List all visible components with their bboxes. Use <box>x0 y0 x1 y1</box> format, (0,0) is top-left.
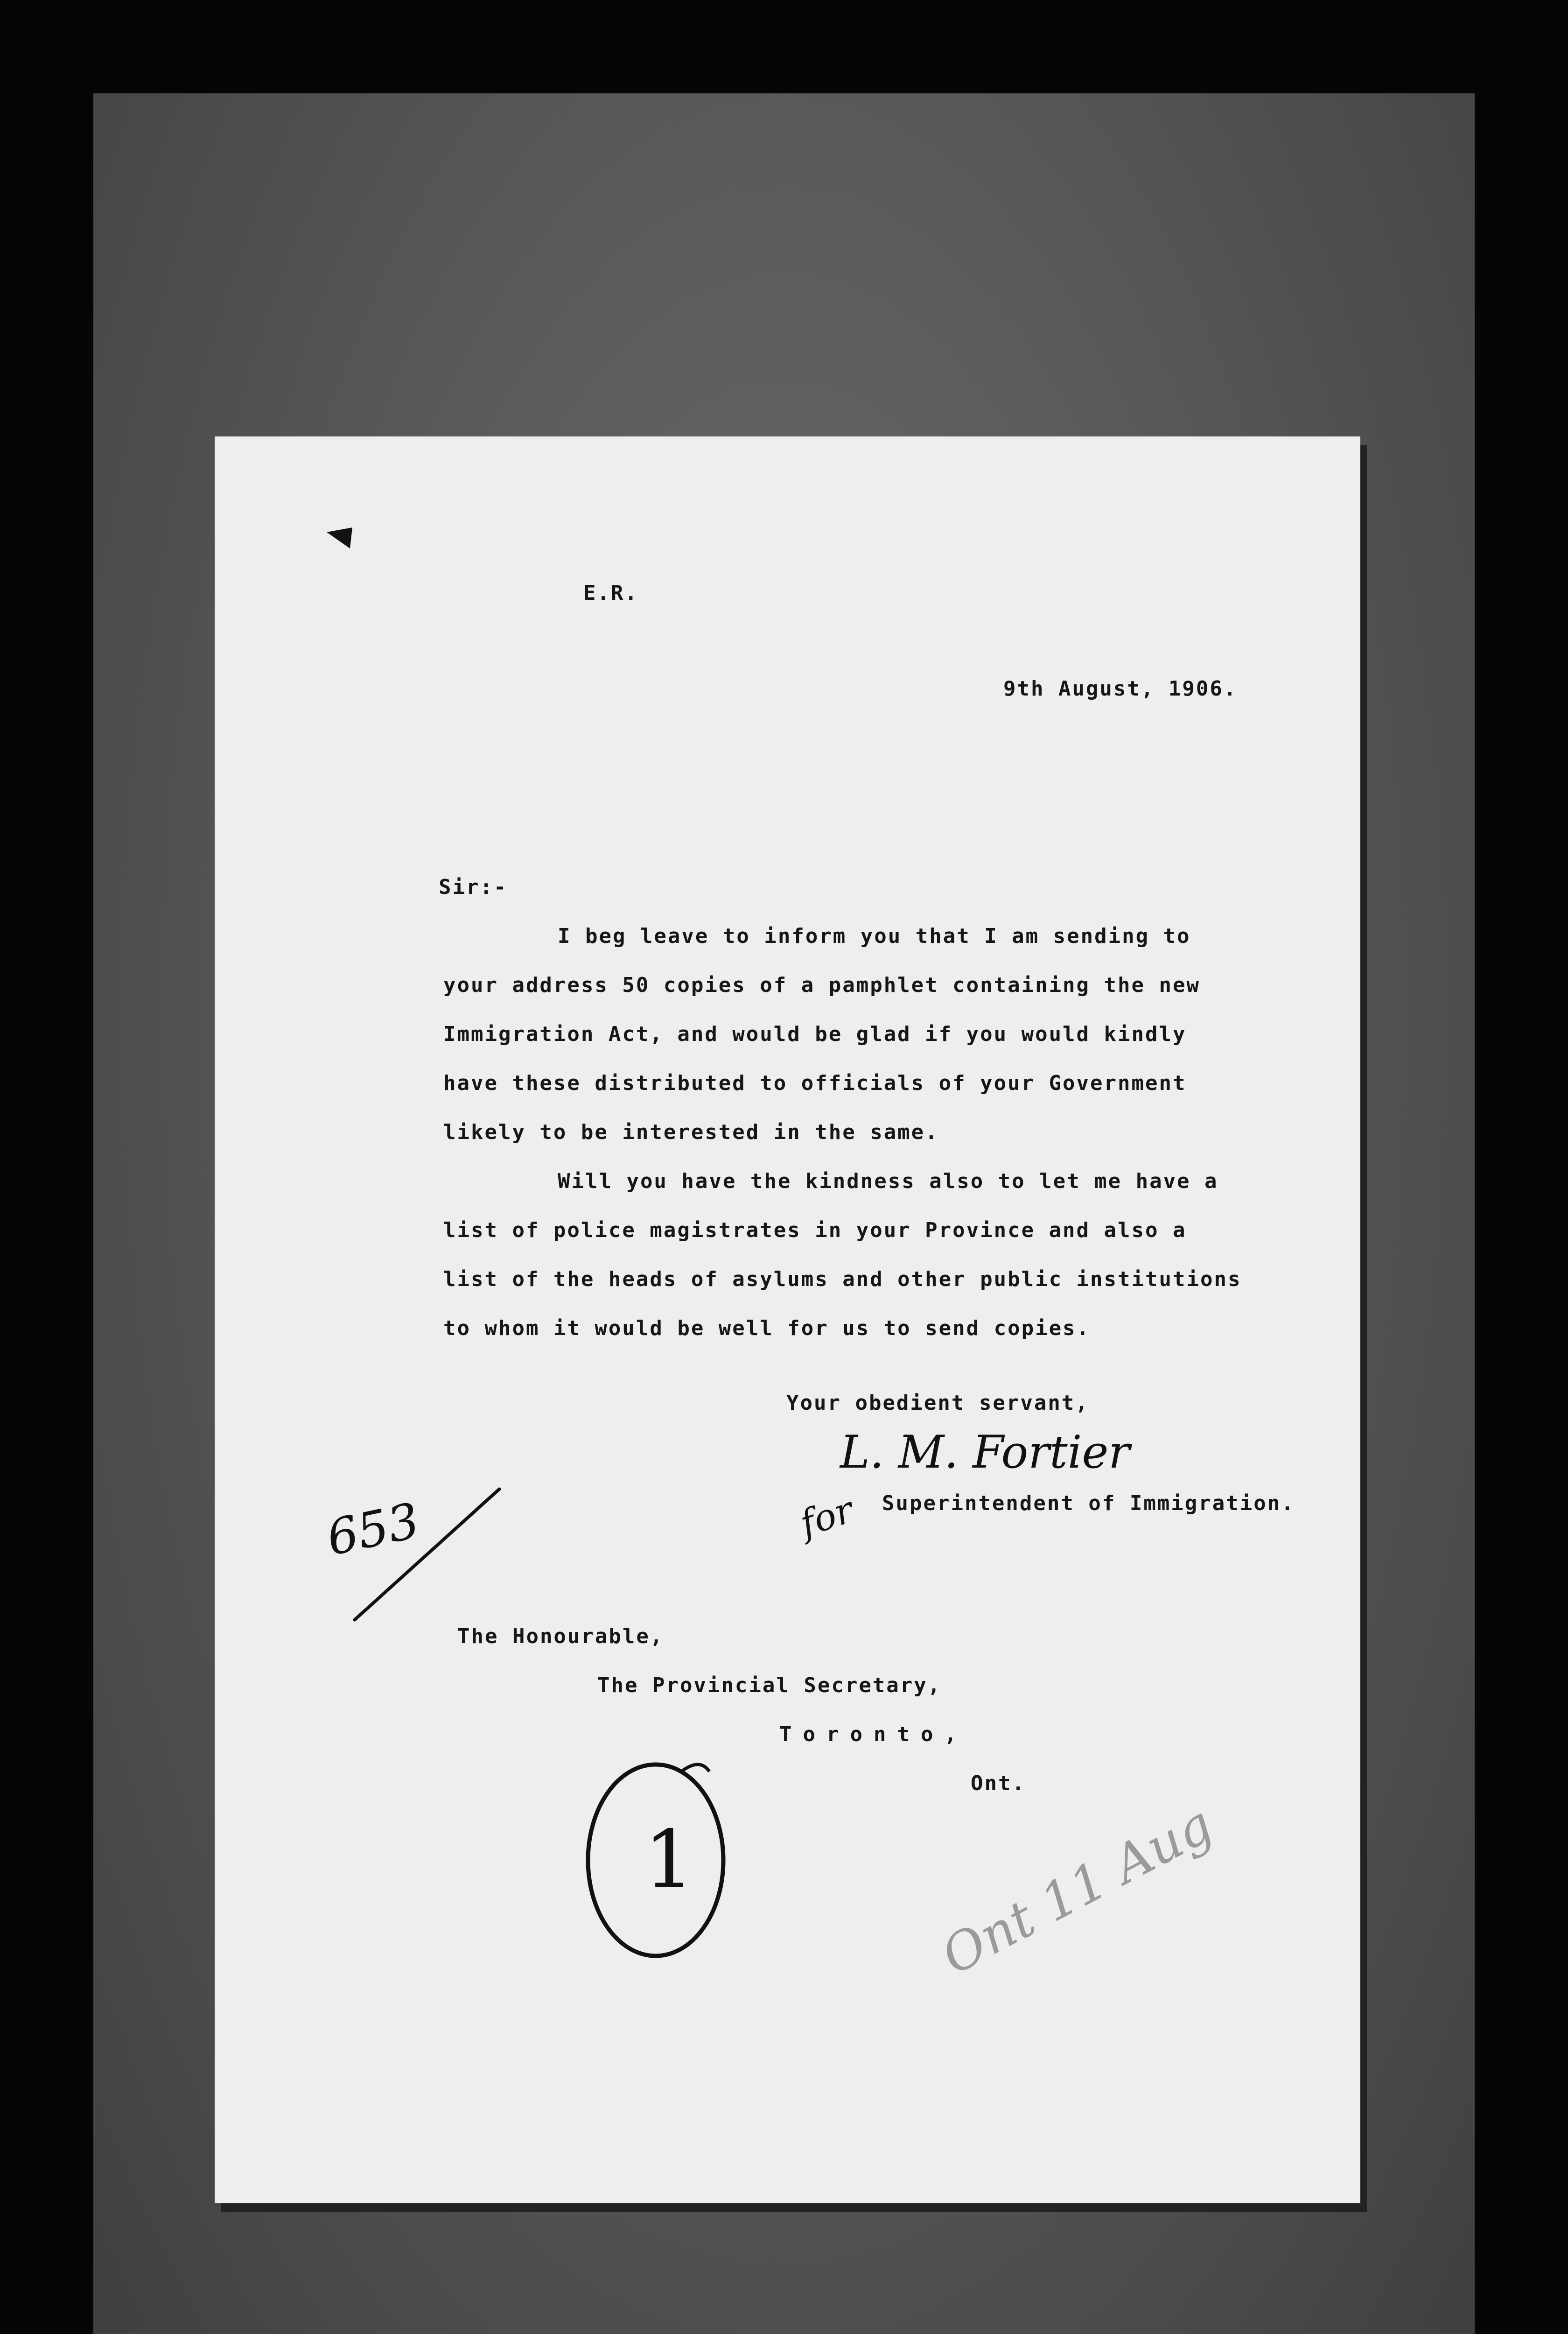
signature-prefix: for <box>795 1489 859 1546</box>
letter-closing: Your obedient servant, <box>786 1391 1089 1415</box>
body-line: list of the heads of asylums and other public institutions <box>443 1267 1242 1291</box>
signer-title: Superintendent of Immigration. <box>882 1491 1295 1515</box>
body-line: to whom it would be well for us to send copies. <box>443 1316 1091 1340</box>
letter-salutation: Sir:- <box>439 875 508 899</box>
addressee-line: The Provincial Secretary, <box>597 1673 942 1697</box>
addressee-line: Ont. <box>971 1772 1026 1795</box>
circled-number: 1 <box>644 1814 695 1906</box>
body-line: I beg leave to inform you that I am sending to <box>558 924 1191 948</box>
handwritten-slash <box>350 1484 509 1624</box>
body-line: Immigration Act, and would be glad if you would kindly <box>443 1022 1187 1046</box>
body-line: list of police magistrates in your Province and also a <box>443 1218 1187 1242</box>
addressee-line: Toronto, <box>779 1722 968 1746</box>
letter-sheet <box>215 436 1360 2203</box>
letter-date: 9th August, 1906. <box>1003 677 1238 701</box>
corner-tab-mark <box>327 527 355 551</box>
letter-initials: E.R. <box>583 581 638 605</box>
filed-pencil-note: Ont 11 Aug <box>932 1794 1222 1986</box>
handwritten-signature: L. M. Fortier <box>840 1426 1130 1478</box>
addressee-line: The Honourable, <box>457 1624 664 1648</box>
body-line: have these distributed to officials of your Government <box>443 1071 1187 1095</box>
file-number-note: 653 <box>322 1491 425 1567</box>
body-line: your address 50 copies of a pamphlet containing the new <box>443 973 1200 997</box>
body-line: Will you have the kindness also to let me have a <box>558 1169 1218 1193</box>
body-line: likely to be interested in the same. <box>443 1120 939 1144</box>
